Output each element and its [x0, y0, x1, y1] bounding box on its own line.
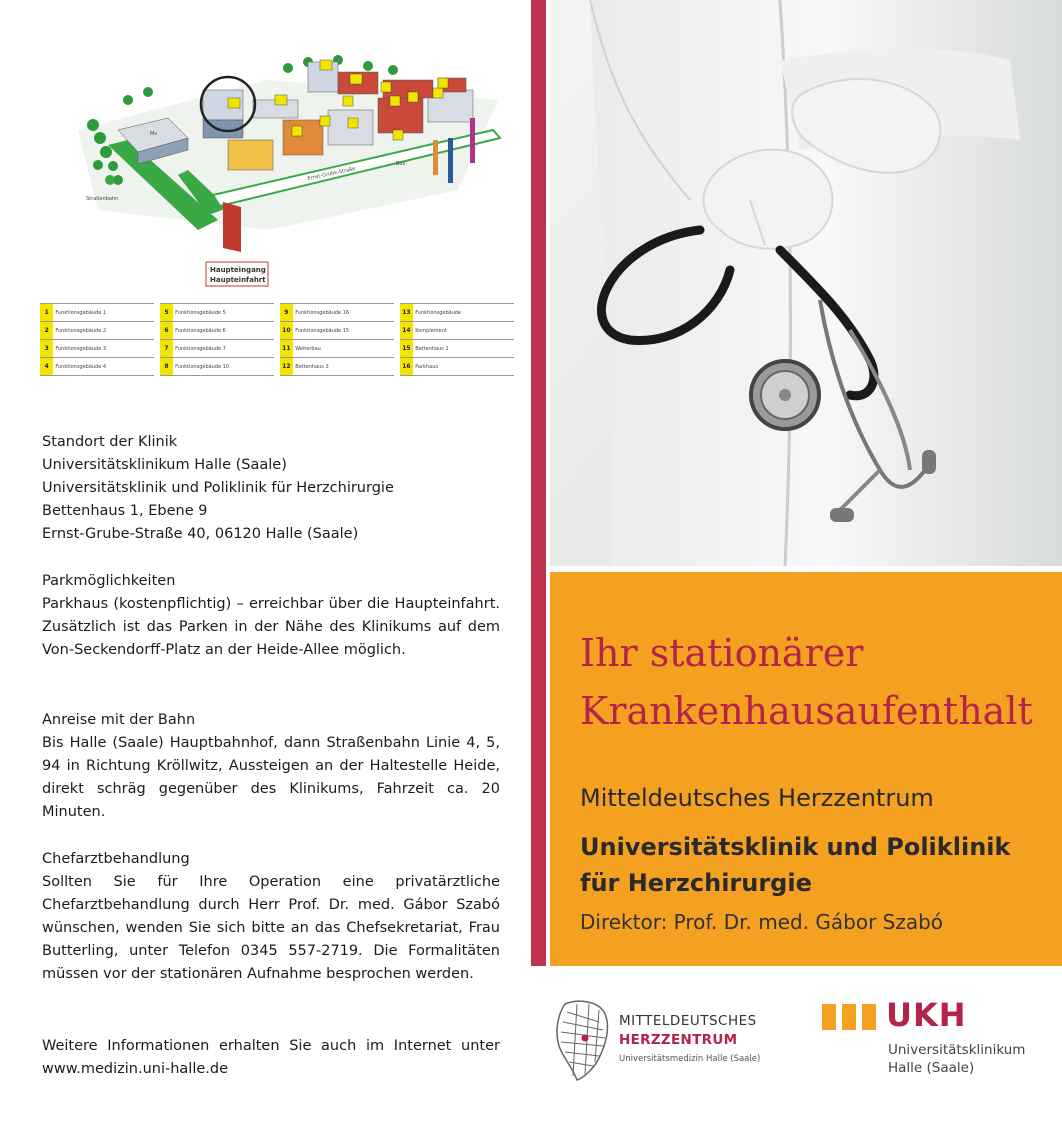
location-line: Universitätsklinik und Poliklinik für Herzchirurgie — [42, 480, 394, 496]
legend-number: 16 — [400, 358, 414, 376]
legend-number: 2 — [40, 322, 53, 340]
legend-number: 9 — [280, 304, 294, 322]
legend-label: Funktionsgebäude 5 — [173, 304, 274, 322]
parking-section — [42, 570, 500, 662]
location-heading: Standort der Klinik — [42, 434, 178, 450]
legend-number: 4 — [40, 358, 53, 376]
legend-number: 3 — [40, 340, 53, 358]
ukh-wordmark: UKH — [886, 996, 967, 1034]
legend-row — [40, 358, 514, 376]
location-line: Bettenhaus 1, Ebene 9 — [42, 503, 208, 519]
legend-number: 6 — [160, 322, 173, 340]
legend-label: Bettenhaus 1 — [413, 340, 514, 358]
title-line-2: Krankenhausaufenthalt — [580, 689, 1033, 733]
ukh-logo — [822, 998, 1052, 1088]
train-text: Bis Halle (Saale) Hauptbahnhof, dann Straßenbahn Linie 4, 5, 94 in Richtung Kröllwitz, Aussteigen an der Haltestelle Heide, direkt schräg gegenüber des Klinikums, Fahrzeit ca. 20 Minuten. — [42, 735, 500, 820]
logo-text-line-2: HERZZENTRUM — [619, 1032, 738, 1048]
parking-text: Parkhaus (kostenpflichtig) – erreichbar über die Haupteinfahrt. Zusätzlich ist das Parken in der Nähe des Klinikums auf dem Von-Seckendorff-Platz an der Heide-Allee möglich. — [42, 596, 500, 658]
location-line: Ernst-Grube-Straße 40, 06120 Halle (Saale) — [42, 526, 359, 542]
title-panel — [550, 572, 1062, 966]
director-line: Direktor: Prof. Dr. med. Gábor Szabó — [580, 910, 944, 934]
legend-label: Funktionsgebäude 1 — [53, 304, 154, 322]
clinic-name — [580, 829, 1050, 901]
legend-number: 10 — [280, 322, 294, 340]
legend-number: 14 — [400, 322, 414, 340]
legend-label: Funktionsgebäude 3 — [53, 340, 154, 358]
location-line: Universitätsklinikum Halle (Saale) — [42, 457, 287, 473]
legend-number: 13 — [400, 304, 414, 322]
legend-label: Parkhaus — [413, 358, 514, 376]
heart-map-icon — [555, 998, 613, 1082]
location-section — [42, 431, 500, 546]
legend-label: Funktionsgebäude 10 — [173, 358, 274, 376]
legend-label: Funktionsgebäude 15 — [293, 322, 394, 340]
chief-physician-text: Sollten Sie für Ihre Operation eine privatärztliche Chefarztbehandlung durch Herr Prof. Dr. med. Gábor Szabó wünschen, wenden Sie sich bitte an das Chefsekretariat, Frau Butterling, unter Telefon 0345 557-2719. Die Formalitäten müssen vor der stationären Aufnahme besprochen werden. — [42, 874, 500, 982]
accent-divider — [531, 0, 546, 966]
legend-row — [40, 322, 514, 340]
legend-label: Funktionsgebäude — [413, 304, 514, 322]
legend-label: Komplement — [413, 322, 514, 340]
herzzentrum-logo — [555, 996, 795, 1086]
logo-text-line-1: MITTELDEUTSCHES — [619, 1013, 757, 1029]
clinic-line-1: Universitätsklinik und Poliklinik — [580, 833, 1011, 861]
legend-number: 7 — [160, 340, 173, 358]
tram-label: Straßenbahn — [86, 196, 119, 202]
chief-physician-heading: Chefarztbehandlung — [42, 851, 190, 867]
campus-map — [38, 40, 518, 290]
bus-label: Bus — [396, 161, 406, 167]
legend-label: Funktionsgebäude 4 — [53, 358, 154, 376]
legend-number: 5 — [160, 304, 173, 322]
legend-label: Funktionsgebäude 2 — [53, 322, 154, 340]
legend-number: 1 — [40, 304, 53, 322]
street-label: Ernst-Grube-Straße — [307, 166, 356, 182]
website-text: Weitere Informationen erhalten Sie auch im Internet unter www.medizin.uni-halle.de — [42, 1038, 500, 1077]
clinic-line-2: für Herzchirurgie — [580, 869, 812, 897]
legend-number: 12 — [280, 358, 294, 376]
legend-row — [40, 304, 514, 322]
building-legend — [40, 303, 514, 376]
mv-label: Mv — [150, 131, 158, 137]
brochure-title — [580, 624, 1033, 740]
legend-number: 11 — [280, 340, 294, 358]
legend-label: Funktionsgebäude 16 — [293, 304, 394, 322]
legend-label: Weiterbau — [293, 340, 394, 358]
chief-physician-section — [42, 848, 500, 986]
ukh-text-line-1: Universitätsklinikum — [888, 1042, 1026, 1058]
website-section — [42, 1035, 500, 1081]
main-entrance-label: Haupteingang — [210, 266, 266, 274]
train-section — [42, 709, 500, 824]
title-line-1: Ihr stationärer — [580, 631, 864, 675]
legend-row — [40, 340, 514, 358]
logo-text-line-3: Universitätsmedizin Halle (Saale) — [619, 1054, 761, 1064]
main-gate-label: Haupteinfahrt — [210, 276, 266, 284]
train-heading: Anreise mit der Bahn — [42, 712, 196, 728]
legend-label: Bettenhaus 3 — [293, 358, 394, 376]
legend-label: Funktionsgebäude 7 — [173, 340, 274, 358]
ukh-text-line-2: Halle (Saale) — [888, 1060, 975, 1076]
tram-stop-icon — [105, 175, 115, 185]
center-name: Mitteldeutsches Herzzentrum — [580, 784, 934, 812]
legend-number: 8 — [160, 358, 173, 376]
legend-label: Funktionsgebäude 6 — [173, 322, 274, 340]
ukh-bars-icon — [822, 1004, 878, 1030]
legend-number: 15 — [400, 340, 414, 358]
doctor-stethoscope-photo — [550, 0, 1062, 566]
parking-heading: Parkmöglichkeiten — [42, 573, 176, 589]
